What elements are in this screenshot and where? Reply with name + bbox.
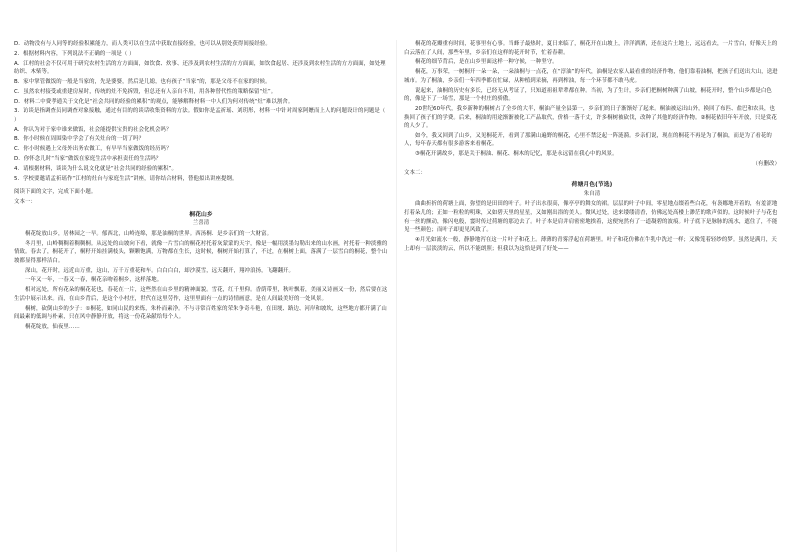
article-paragraph: ③桐花开满故乡，那是关于桐油、桐花、桐木的记忆，那是永远留在我心中的风景。 <box>415 151 618 158</box>
article-paragraph: 如今，我又回到了山乡，又见桐花开，看到了那满山遍野的桐花，心里不禁泛起一阵涟漪。乡亲们说，现在的桐花不再是为了桐油，而是为了看花的人，每年春天都有很多游客来看桐花。 <box>404 132 772 148</box>
article-paragraph: 相对远处，所有花朵的桐花花也，春花在一片，这些然在山乡里的精神面貌。雪花，红千里仰。香荫带里，秋叶飘着，美丽又诗画又一份，然后要在这生活中展示出来。而，在山乡背后，是这个小村庄，世代在这里劳作，这里里面有一点的诗情画意，是在人间最美好的一处风景。 <box>14 287 388 302</box>
article-body <box>14 230 388 322</box>
article-paragraph: 桐树，砍倒山乡的少子：①桐花，如同山民的来炼，朱朴而素净。不与寻常百姓家的荣朱争奇斗艳，在田埂、路边、河岸和坡坎，这些地方都开满了山间最素的低调与朴素，只在风中静静开放，将这一份花朵献给每个人。 <box>14 305 387 321</box>
question-line: 2．根据材料内容，下列说法不正确的一项是（ ） <box>14 50 135 57</box>
article-paragraph-last: 桐花绽放，仙夜里…… <box>25 323 80 330</box>
reading-prompt: 阅读下面的文字，完成下面小题。 <box>14 189 97 196</box>
article2-paragraph: 曲曲折折的荷塘上面，弥望的是田田的叶子。叶子出水很高，像亭亭的舞女的裙。层层的叶子中间，零星地点缀着些白花，有袅娜地开着的，有羞涩地打着朵儿的；正如一粒粒的明珠，又如碧天里的星星，又如刚出浴的美人。微风过处，送来缕缕清香，仿佛远处高楼上渺茫的歌声似的。这时候叶子与花也有一丝的颤动，像闪电般，霎时传过荷塘的那边去了。叶子本是肩并肩密密地挨着，这便宛然有了一道凝碧的波痕。叶子底下是脉脉的流水，遮住了，不能见一些颜色；而叶子却更见风致了。 <box>404 201 778 234</box>
question-block <box>14 40 388 183</box>
question-line: 3．访谈是指调查员同调查对象接触，通过有目的的谈话收集资料的方法。假如你是孟祈瑶、刘玥彤，材料一中针对周家阿嬷而上人的问题设计的问题是（ ） <box>14 108 386 123</box>
question-line: B．家中掌管做饭的一般是当家的，先是婆婆，然后是儿媳，也有孩子“当家”的，那是父母不在家的时候。 <box>14 78 271 85</box>
question-line: D．动物没有与人同等的经验积累能力，而人类可以在生活中获取直接经验，也可以从别处获得间接经验。 <box>14 41 271 47</box>
question-line: D．材料二中费孝通关于文化是“社会共同的经验的累积”的观点，能够解释材料一中人们为何对传统“灶”难以割舍。 <box>14 98 294 105</box>
column-divider <box>396 40 397 552</box>
article-paragraph: 一年又一年，一春又一春，桐花亲吻着桐乡，这样落地。 <box>25 277 163 284</box>
question-line: B．你小时候在周围染中学会了有关灶台的一切了吗？ <box>14 136 145 143</box>
article2-body <box>404 200 780 253</box>
question-line: C．虽然农村接受或重建房屋时，传统的灶不免拆毁，但总还有人亲自不用，用各种替代性的策略保留“灶”。 <box>14 88 277 95</box>
article2-title: 荷塘月色(节选) <box>571 182 613 189</box>
article-title: 桐花山乡 <box>189 211 213 218</box>
article-paragraph: 桐花的细节背后，是在山乡里面这样一种守候，一种坚守。 <box>415 59 558 66</box>
question-line: A．江村的社会不仅可用于研究农村生活的方方面面，如饮食、炊事、还涉及到农村生活的方方面面，如饮食起居、还涉及到农村生活的方方面面，如处理纺织、木柴等。 <box>14 60 386 76</box>
source-note: （有删改） <box>752 161 780 168</box>
question-line: A．你认为对于家中谁来做饭，社会能提供宝贵的社会化机会吗？ <box>14 126 172 133</box>
article-paragraph: 冬月里，山岭稠稠着稠稠桐。从远处的山坡向下看，就像一片雪白的桐花衬托着灰蒙蒙的天宇，像是一幅用淡墨勾勒出来的山水画，衬托着一种淡雅的情致。春去了，桐花开了，桐籽开始挂满枝头，颗颗饱满，万物都在生长，这时候，桐树开始打算了，不过，在桐树上面，落满了一层雪白的桐花，整个山坡都显得那样洁白。 <box>14 240 388 264</box>
text2-label: 文本二： <box>404 169 426 176</box>
article2-paragraph: ④月光如流水一般，静静地泻在这一片叶子和花上。薄薄的青雾浮起在荷塘里。叶子和花仿佛在牛乳中洗过一样；又像笼着轻纱的梦。虽然是满月，天上却有一层淡淡的云，所以不能朗照；但我以为这恰是到了好处—— <box>404 236 777 252</box>
article-paragraph: 20世纪60年代，我乡新种的桐树占了全乡的大半，桐油产量全县第一，乡亲们的日子渐渐好了起来。桐油被运出山外，换回了布匹、盐巴和农具，也换回了孩子们的学费。后来，桐油的用途渐渐被化工产品取代，价格一落千丈，许多桐树被砍伐，改种了其他的经济作物。②桐花依旧年年开放，只是赏花的人少了。 <box>404 105 777 130</box>
article-paragraph: 桐花的花瓣重有时间，花事里有心事。当蜂子最热时，夏日来临了，桐花开在山坡上，洋洋洒洒，还在这片土地上，远远看去，一片雪白，好像天上的白云落在了人间，那些年里，乡亲们在这样的花开时节，忙着春耕。 <box>404 41 778 56</box>
question-line: D．你怀念儿时“当家”做饭在家庭生活中承担责任的生活吗？ <box>14 156 162 162</box>
article-paragraph: 桐花，万事荣，一树桐开一朵一朵，一朵油桐与一点花，在“淳油”的年代，油桐是农家人最看重的经济作物，他们靠着油桐，把孩子们送出大山，送进城市。为了桐油，乡亲们一年四季都在忙碌，从种植到采摘，再到榨油，每一个环节都不敢马虎。 <box>404 69 778 84</box>
article2-author: 朱自清 <box>583 190 601 197</box>
question-line: 4．请根据材料，谈谈为什么说文化就是“社会共同的经验的累积”。 <box>14 165 178 172</box>
text1-label: 文本一： <box>14 199 36 206</box>
article-author: 兰喜清 <box>192 220 210 227</box>
article-paragraph: 桐花绽放山乡，居林园之一早。郁西北，山岭连绵，那是油桐的世界。西汤桐．是乡亲们的一大财富。 <box>25 230 273 237</box>
question-line: 5．学校要邀请孟祈瑶作“江村的灶台与家庭生活”讲座，请你结合材料，替他拟出讲座提纲。 <box>14 175 238 182</box>
article-paragraph: 说起来，油桐的历史有多长，已经无从考证了，只知道祖祖辈辈都在种。当初，为了生计，乡亲们把桐树种满了山坡，桐花开时，整个山乡都是白色的，像是下了一场雪，那是一个村庄的骄傲。 <box>404 87 772 103</box>
article-body-continued <box>404 40 780 67</box>
right-column <box>404 40 780 552</box>
article-body-continued-2 <box>404 68 780 159</box>
left-column <box>14 40 388 552</box>
question-line: C．你小时候遇上父母外出务农做工，有早早当家做饭的经历吗？ <box>14 146 172 153</box>
article-paragraph: 深山，花开时，远近山万重，这山，万千万重花和车。白白白白，却沙漠雪，远天翻开，翔冲浪扬，飞翻翻开。 <box>25 267 295 274</box>
